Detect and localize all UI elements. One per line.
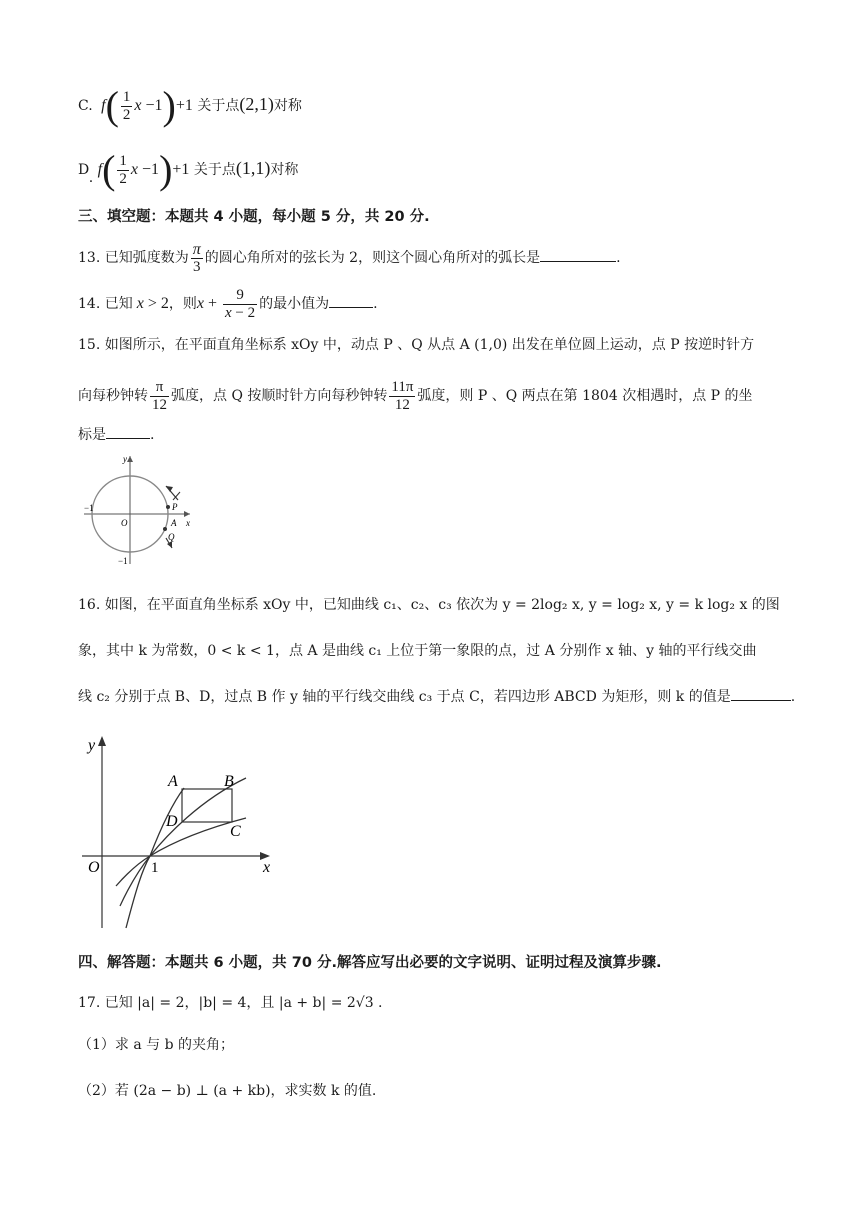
- origin-label: O: [121, 518, 128, 528]
- option-c-label: C.: [78, 98, 93, 114]
- answer-blank-15[interactable]: [106, 424, 150, 439]
- question-16-line-1: 16. 如图，在平面直角坐标系 xOy 中，已知曲线 c₁、c₂、c₃ 依次为 y = 2log₂ x, y = log₂ x, y = k log₂ x 的图: [78, 597, 780, 613]
- one-label: 1: [151, 860, 159, 876]
- point-d-label: D: [166, 813, 178, 830]
- x-label: x: [263, 859, 271, 876]
- figure-15-unit-circle: [80, 452, 198, 568]
- question-14: 14. 已知 x > 2，则x + $\frac{9}{x - 2}$ 的最小值为 .: [78, 286, 378, 321]
- question-17-part-1: （1）求 a 与 b 的夹角；: [78, 1037, 235, 1053]
- point-a-label: A: [171, 518, 177, 528]
- answer-blank-14[interactable]: [329, 293, 373, 308]
- question-17-line-1: 17. 已知 |a| = 2，|b| = 4，且 |a + b| = 2√3 .: [78, 995, 383, 1011]
- point-c-label: C: [230, 823, 241, 840]
- section-3-heading: 三、填空题：本题共 4 小题，每小题 5 分，共 20 分.: [78, 209, 430, 225]
- section-4-heading: 四、解答题：本题共 6 小题，共 70 分.解答应写出必要的文字说明、证明过程及演算步骤.: [78, 955, 662, 971]
- fraction-pi-over-3: $\frac{\pi}{3}$: [192, 240, 201, 275]
- y-label: y: [123, 454, 127, 464]
- figure-16-log-curves: [80, 730, 280, 932]
- fraction-9-over-x-minus-2: $\frac{9}{x - 2}$: [225, 286, 256, 321]
- answer-blank-16[interactable]: [731, 686, 791, 701]
- x-label: x: [186, 518, 190, 528]
- answer-blank-13[interactable]: [540, 247, 616, 262]
- question-15-line-2: 向每秒钟转 $\frac{\pi}{12}$ 弧度，点 Q 按顺时针方向每秒钟转 $\frac{11\pi}{12}$ 弧度，则 P 、Q 两点在第 1804 次相遇时，点 P 的坐: [78, 378, 753, 413]
- question-16-line-3: 线 c₂ 分别于点 B、D，过点 B 作 y 轴的平行线交曲线 c₃ 于点 C，若四边形 ABCD 为矩形，则 k 的值是 .: [78, 686, 795, 708]
- minus-one-x-label: −1: [84, 503, 94, 513]
- question-16-line-2: 象，其中 k 为常数，0 < k < 1，点 A 是曲线 c₁ 上位于第一象限的点，过 A 分别作 x 轴、y 轴的平行线交曲: [78, 643, 757, 659]
- option-c-point: (2,1): [239, 94, 274, 114]
- option-c-text: 关于点: [197, 98, 240, 114]
- point-q-label: Q: [168, 532, 175, 542]
- question-15-line-3: 标是 .: [78, 424, 154, 446]
- fraction-half: $\frac{1}{2}$: [122, 88, 131, 123]
- rectangle-abcd: [182, 789, 232, 822]
- curve-c2: [120, 778, 246, 906]
- question-17-part-2: （2）若 (2a − b) ⊥ (a + kb)，求实数 k 的值.: [78, 1083, 377, 1099]
- option-c-tail: 对称: [273, 98, 302, 114]
- option-d-label: D: [78, 162, 89, 178]
- option-d-point: (1,1): [235, 158, 271, 178]
- option-d: D. f( $\frac{1}{2}$ x −1)+1 关于点(1,1)对称: [78, 147, 299, 192]
- origin-label: O: [88, 859, 100, 876]
- point-a-label: A: [168, 773, 178, 790]
- point-b-label: B: [224, 773, 234, 790]
- y-label: y: [88, 737, 96, 754]
- point-p-label: P: [172, 502, 178, 512]
- option-c: C. f( $\frac{1}{2}$ x −1)+1 关于点(2,1)对称: [78, 83, 302, 128]
- curve-c1: [126, 788, 184, 928]
- question-13: 13. 已知弧度数为 $\frac{\pi}{3}$ 的圆心角所对的弦长为 2，则这个圆心角所对的弧长是 .: [78, 240, 621, 275]
- question-15-line-1: 15. 如图所示，在平面直角坐标系 xOy 中，动点 P 、Q 从点 A (1,0) 出发在单位圆上运动，点 P 按逆时针方: [78, 337, 755, 353]
- option-d-text: 关于点: [193, 162, 236, 178]
- option-d-tail: 对称: [270, 162, 299, 178]
- minus-one-y-label: −1: [118, 556, 128, 566]
